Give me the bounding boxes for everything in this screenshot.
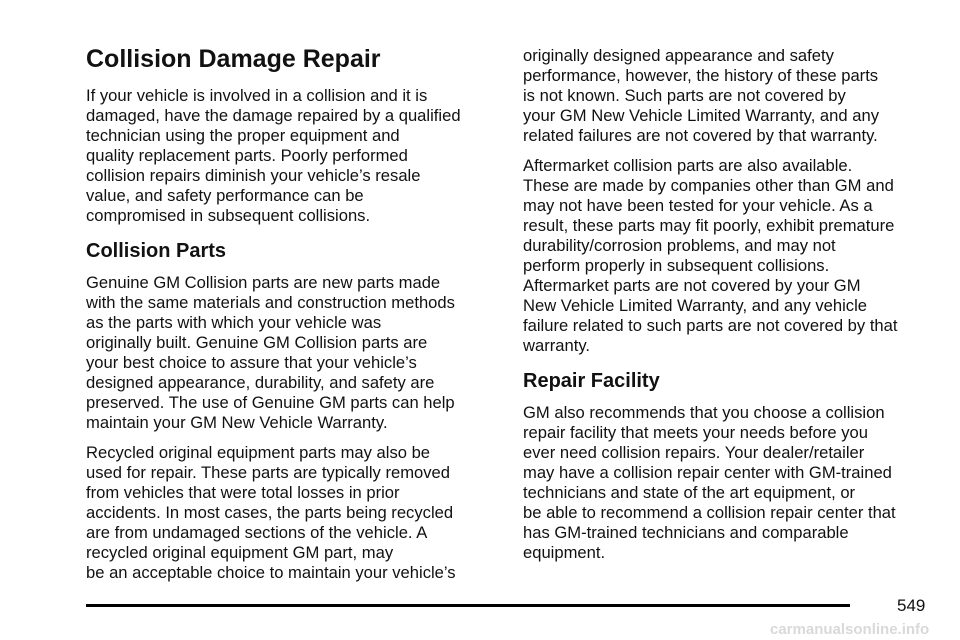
right-column (523, 46, 943, 573)
left-column (86, 44, 496, 593)
paragraph-aftermarket-parts: Aftermarket collision parts are also available. These are made by companies other than GM and may not have been tested for your vehicle. As a result, these parts may fit poorly, exhibit premature durability/corrosion problems, and may not perform properly in subsequent collisions. Aftermarket parts are not covered by your GM New Vehicle Limited Warranty, and any vehicle failure related to such parts are not covered by that warranty. (523, 156, 898, 355)
heading-repair-facility: Repair Facility (523, 370, 660, 392)
heading-collision-damage-repair: Collision Damage Repair (86, 45, 381, 73)
heading-collision-parts: Collision Parts (86, 240, 227, 262)
footer-rule (86, 604, 850, 607)
paragraph-collision-damage-intro: If your vehicle is involved in a collision and it is damaged, have the damage repaired by a qualified technician using the proper equipment and quality replacement parts. Poorly performed collision repairs diminish your vehicle’s resale value, and safety performance can be compromised in subsequent collisions. (86, 86, 461, 225)
watermark: carmanualsonline.info (770, 621, 930, 638)
paragraph-recycled-parts-continued: originally designed appearance and safety performance, however, the history of these parts is not known. Such parts are not covered by your GM New Vehicle Limited Warranty, and any related failures are not covered by that warranty. (523, 46, 879, 145)
paragraph-repair-facility: GM also recommends that you choose a collision repair facility that meets your needs before you ever need collision repairs. Your dealer/retailer may have a collision repair center with GM-trained technicians and state of the art equipment, or be able to recommend a collision repair center that has GM-trained technicians and comparable equipment. (523, 403, 896, 562)
paragraph-genuine-gm-parts: Genuine GM Collision parts are new parts made with the same materials and construction methods as the parts with which your vehicle was originally built. Genuine GM Collision parts are your best choice to assure that your vehicle’s designed appearance, durability, and safety are preserved. The use of Genuine GM parts can help maintain your GM New Vehicle Warranty. (86, 273, 455, 432)
paragraph-recycled-parts: Recycled original equipment parts may also be used for repair. These parts are typically removed from vehicles that were total losses in prior accidents. In most cases, the parts being recycled are from undamaged sections of the vehicle. A recycled original equipment GM part, may be an acceptable choice to maintain your vehicle’s (86, 443, 456, 582)
page-number: 549 (897, 596, 926, 615)
